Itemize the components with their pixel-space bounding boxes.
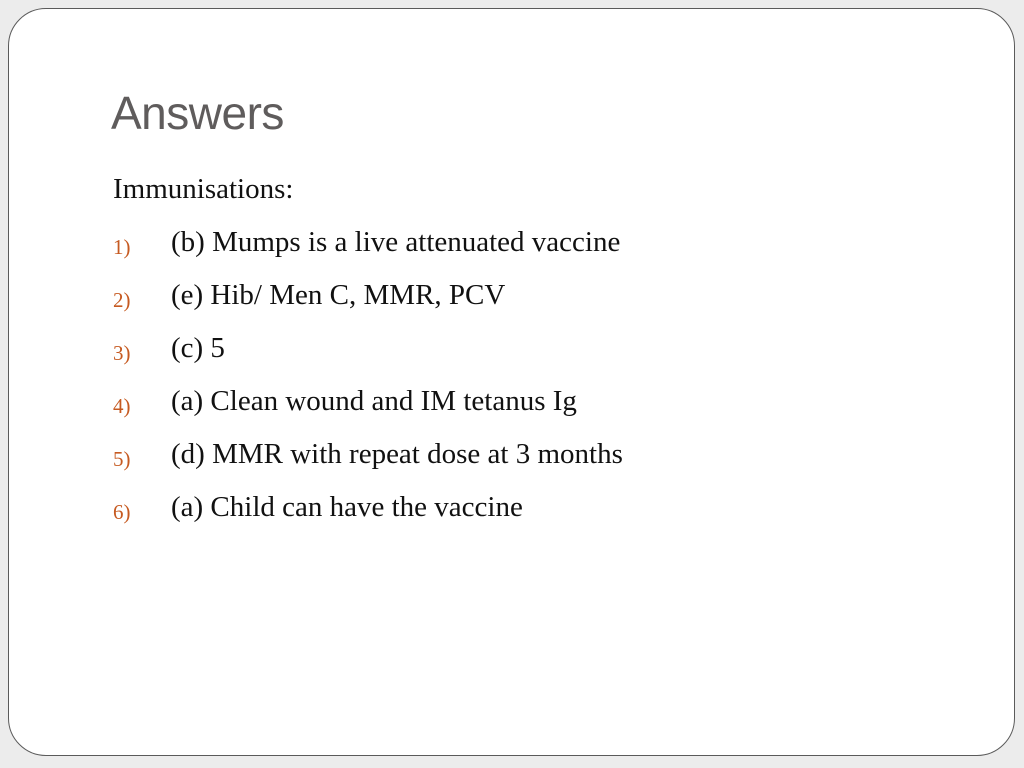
answer-item-1: [113, 223, 973, 276]
intro-heading: Immunisations:: [113, 173, 294, 205]
answer-text: (d) MMR with repeat dose at 3 months: [171, 438, 623, 470]
slide-content: [113, 170, 973, 541]
answer-item-3: [113, 329, 973, 382]
answer-list: [113, 223, 973, 541]
answer-text: (b) Mumps is a live attenuated vaccine: [171, 226, 621, 258]
answer-item-6: [113, 488, 973, 541]
answer-number: 5): [113, 447, 131, 471]
answer-number: 1): [113, 235, 131, 259]
answer-number: 6): [113, 500, 131, 524]
answer-number: 4): [113, 394, 131, 418]
answer-text: (a) Child can have the vaccine: [171, 491, 523, 523]
answer-number: 2): [113, 288, 131, 312]
slide-title: Answers: [111, 87, 284, 139]
answer-item-4: [113, 382, 973, 435]
answer-item-2: [113, 276, 973, 329]
answer-text: (a) Clean wound and IM tetanus Ig: [171, 385, 577, 417]
answer-text: (e) Hib/ Men C, MMR, PCV: [171, 279, 506, 311]
answer-number: 3): [113, 341, 131, 365]
answer-item-5: [113, 435, 973, 488]
answer-text: (c) 5: [171, 332, 225, 364]
